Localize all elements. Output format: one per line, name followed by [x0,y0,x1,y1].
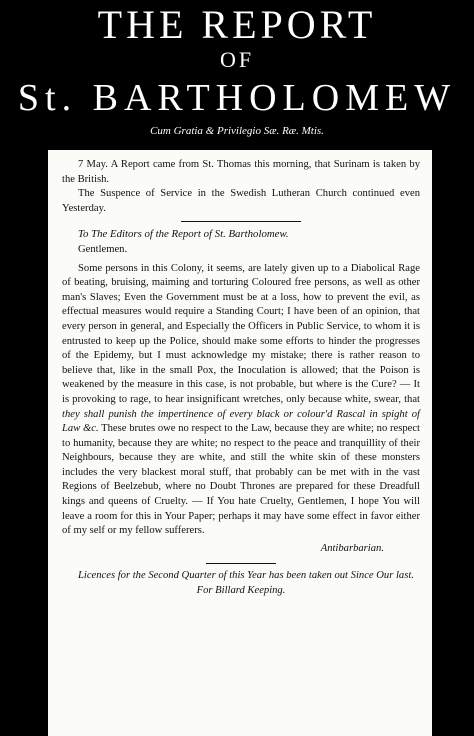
news-item-surinam: 7 May. A Report came from St. Thomas this morning, that Surinam is taken by the British. [62,159,420,185]
newspaper-page [48,150,432,736]
masthead [0,0,474,150]
section-divider-2 [206,563,276,564]
letter-body [62,262,420,539]
news-item-church: The Suspence of Service in the Swedish Lutheran Church continued even Yesterday. [62,188,420,214]
letter-salutation: Gentlemen. [78,243,128,255]
licence-footer: For Billard Keeping. [196,585,286,597]
masthead-of: OF [219,47,255,72]
masthead-subtitle: Cum Gratia & Privilegio Sæ. Ræ. Mtis. [150,125,324,137]
letter-body-part-1: Some persons in this Colony, it seems, are lately given up to a Diabolical Rage of beating, bruising, maiming and torturing Coloured free persons, as well as other man's Slaves; Even the Government must be at a loss, how to prevent the evil, as effectual measures would require a Standing Court; I have been of an opinion, that every person in general, and Especially the Officers in Public Service, to whom it is entrusted to keep up the Police, should make some efforts to hinder the progresses of the Epidemy, but I must acknowledge my mistake; there is rather reason to believe that, like in the small Pox, the Inoculation is allowed; that the Poison is weakened by the measure in this case, is not probable, but where is the Cure? — It is provoking to rage, to hear insignificant wretches, only because white, swear, that [62,262,420,405]
letter-signature: Antibarbarian. [320,542,384,554]
section-divider [181,221,301,222]
masthead-title: THE REPORT [97,2,377,47]
letter-body-part-2: These brutes owe no respect to the Law, because they are white; no respect to humanity, because they are white; no respect to the peace and tranquillity of their Neighbours, because they are white, and still the white skin of these monsters includes the very blackest moral stuff, that probably can be met with in the vast Regions of Beelzebub, where no Doubt Thrones are prepared for these Dreadfull kings and queens of Cruelty. — If You hate Cruelty, Gentlemen, I hope You will leave a room for this in Your Paper; perhaps it may have some effect in favor either of my self or my fellow sufferers. [62,423,420,537]
letter-body-italic: they shall punish the impertinence of every black or colour'd Rascal in spight of Law &c. [62,408,420,435]
masthead-place: St. BARTHOLOMEW [17,77,457,119]
licence-notice: Licences for the Second Quarter of this Year has been taken out Since Our last. [78,570,414,582]
letter-heading: To The Editors of the Report of St. Bartholomew. [78,228,289,241]
